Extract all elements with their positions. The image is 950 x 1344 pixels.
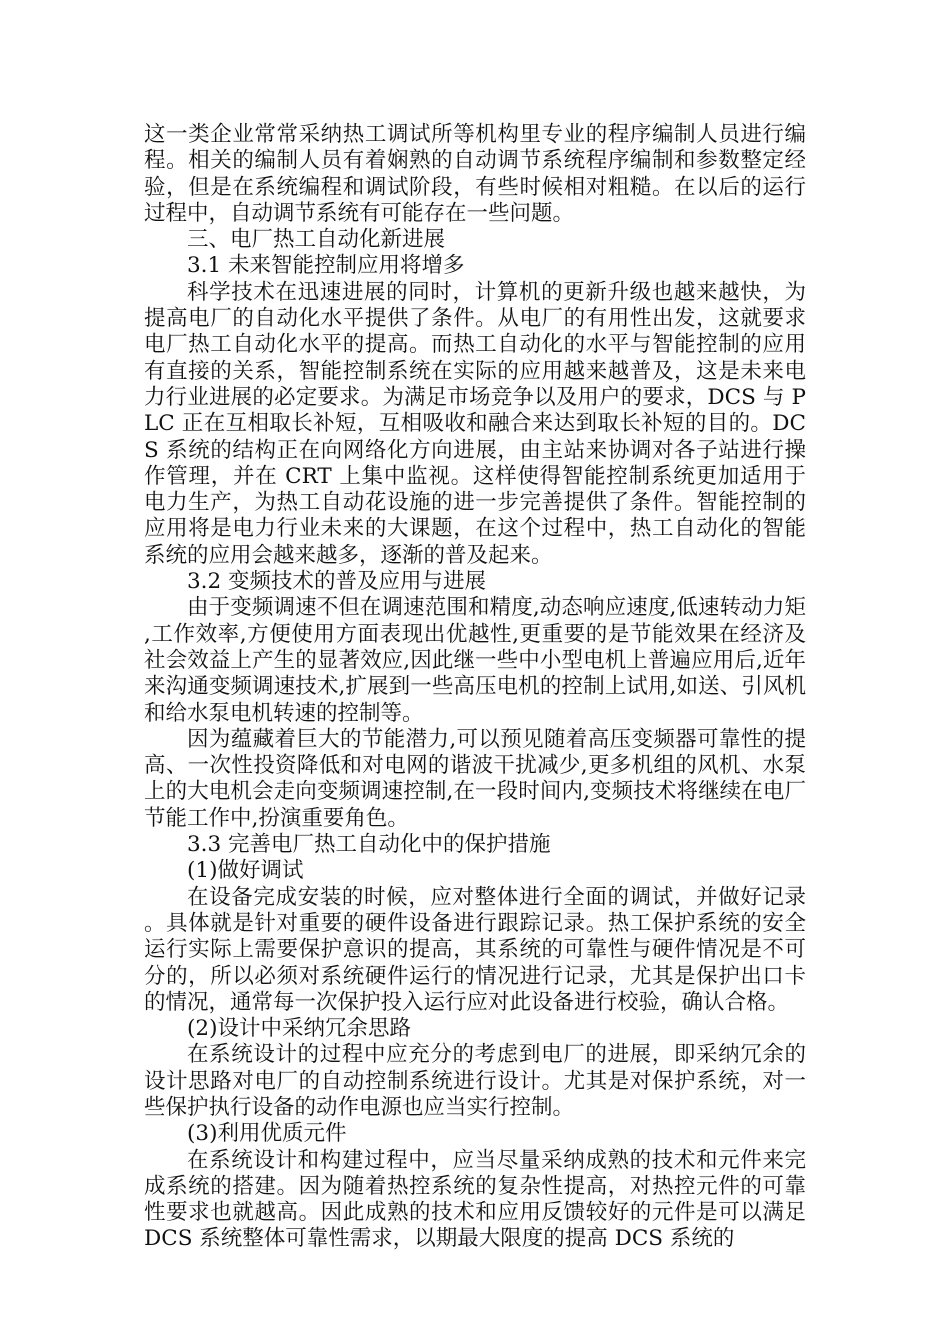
item-heading-3: (3)利用优质元件 <box>187 1121 347 1147</box>
document-page <box>144 122 806 1253</box>
item-heading-2: (2)设计中采纳冗余思路 <box>187 1016 411 1042</box>
paragraph-energy-saving: 因为蕴藏着巨大的节能潜力,可以预见随着高压变频器可靠性的提高、一次性投资降低和对电网的谐波干扰减少,更多机组的风机、水泵上的大电机会走向变频调速控制,在一段时间内,变频技术将继续在电厂节能工作中,扮演重要角色。 <box>144 726 806 831</box>
paragraph-redundancy: 在系统设计的过程中应充分的考虑到电厂的进展，即采纳冗余的设计思路对电厂的自动控制系统进行设计。尤其是对保护系统，对一些保护执行设备的动作电源也应当实行控制。 <box>144 1042 806 1120</box>
paragraph-debugging: 在设备完成安装的时候，应对整体进行全面的调试，并做好记录。具体就是针对重要的硬件设备进行跟踪记录。热工保护系统的安全运行实际上需要保护意识的提高，其系统的可靠性与硬件情况是不可分的，所以必须对系统硬件运行的情况进行记录，尤其是保护出口卡的情况，通常每一次保护投入运行应对此设备进行校验，确认合格。 <box>144 884 806 1015</box>
subsection-heading-3-1: 3.1 未来智能控制应用将增多 <box>187 253 465 279</box>
subsection-heading-3-2: 3.2 变频技术的普及应用与进展 <box>187 569 487 595</box>
paragraph-frequency-conversion: 由于变频调速不但在调速范围和精度,动态响应速度,低速转动力矩,工作效率,方便使用方面表现出优越性,更重要的是节能效果在经济及社会效益上产生的显著效应,因此继一些中小型电机上普遍应用后,近年来沟通变频调速技术,扩展到一些高压电机的控制上试用,如送、引风机和给水泵电机转速的控制等。 <box>144 595 806 726</box>
item-heading-1: (1)做好调试 <box>187 858 304 884</box>
section-heading-3: 三、电厂热工自动化新进展 <box>187 227 446 253</box>
subsection-heading-3-3: 3.3 完善电厂热工自动化中的保护措施 <box>187 832 551 858</box>
paragraph-quality-components: 在系统设计和构建过程中，应当尽量采纳成熟的技术和元件来完成系统的搭建。因为随着热控系统的复杂性提高，对热控元件的可靠性要求也就越高。因此成熟的技术和应用反馈较好的元件是可以满足 DCS 系统整体可靠性需求，以期最大限度的提高 DCS 系统的 <box>144 1147 806 1252</box>
paragraph-smart-control: 科学技术在迅速进展的同时，计算机的更新升级也越来越快，为提高电厂的自动化水平提供了条件。从电厂的有用性出发，这就要求电厂热工自动化水平的提高。而热工自动化的水平与智能控制的应用有直接的关系，智能控制系统在实际的应用越来越普及，这是未来电力行业进展的必定要求。为满足市场竞争以及用户的要求，DCS 与 PLC 正在互相取长补短，互相吸收和融合来达到取长补短的目的。DCS 系统的结构正在向网络化方向进展，由主站来协调对各子站进行操作管理，并在 CRT 上集中监视。这样使得智能控制系统更加适用于电力生产，为热工自动花设施的进一步完善提供了条件。智能控制的应用将是电力行业未来的大课题，在这个过程中，热工自动化的智能系统的应用会越来越多，逐渐的普及起来。 <box>144 279 806 568</box>
paragraph-intro: 这一类企业常常采纳热工调试所等机构里专业的程序编制人员进行编程。相关的编制人员有着娴熟的自动调节系统程序编制和参数整定经验，但是在系统编程和调试阶段，有些时候相对粗糙。在以后的运行过程中，自动调节系统有可能存在一些问题。 <box>144 122 806 226</box>
